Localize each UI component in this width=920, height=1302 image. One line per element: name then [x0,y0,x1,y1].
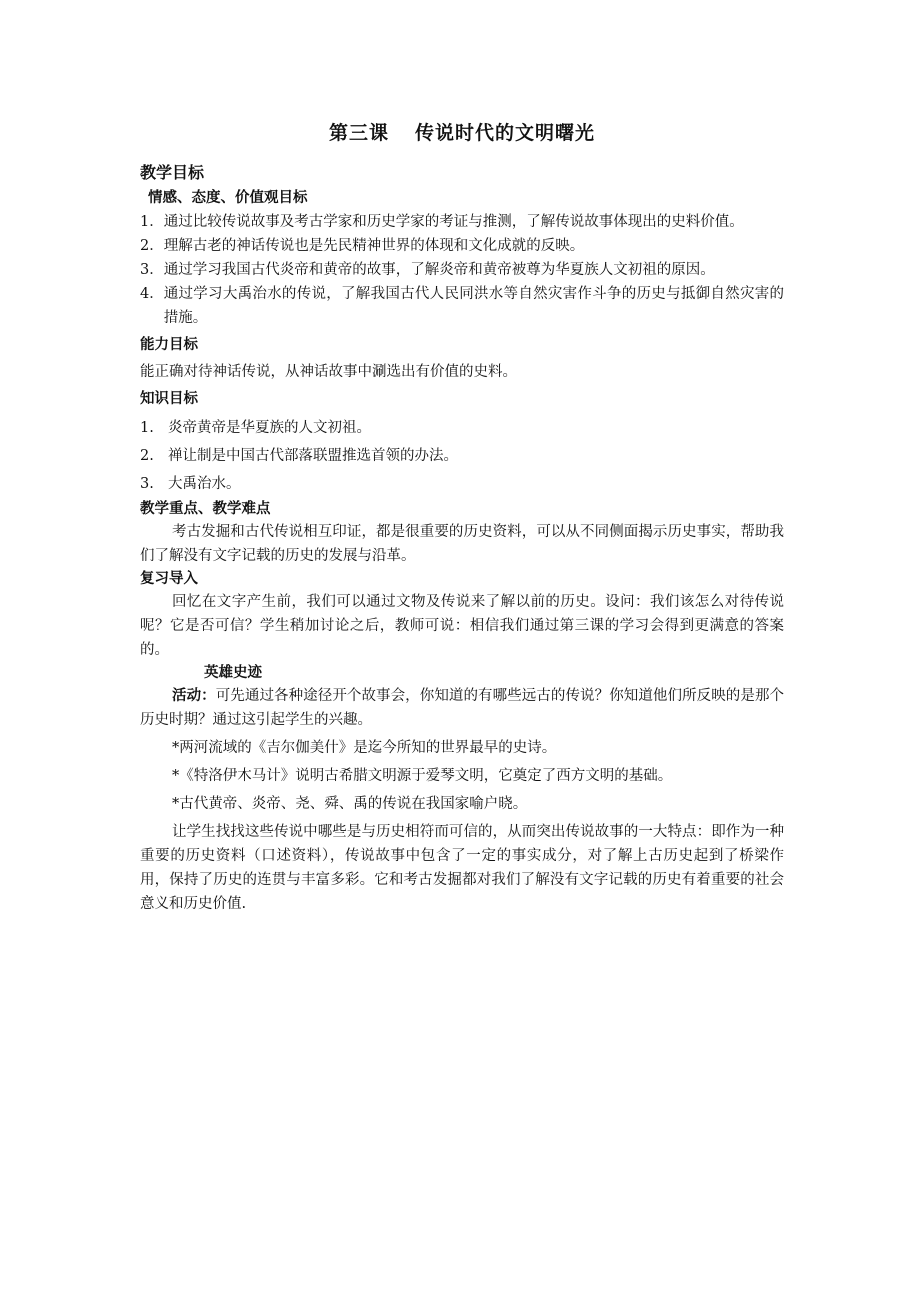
activity-paragraph [140,684,784,732]
document-page [140,118,784,916]
lesson-number: 第三课 [328,122,389,144]
bullet-item: *《特洛伊木马计》说明古希腊文明源于爱琴文明，它奠定了西方文明的基础。 [172,768,673,784]
knowledge-goals-list [140,414,784,498]
conclusion-text: 让学生找找这些传说中哪些是与历史相符而可信的，从而突出传说故事的一大特点：即作为一种重要的历史资料（口述资料），传说故事中包含了一定的事实成分，对了解上古历史起到了桥梁作用，保持了历史的连贯与丰富多彩。它和考古发掘都对我们了解没有文字记载的历史有着重要的社会意义和历史价值. [140,824,784,912]
knowledge-goals-heading: 知识目标 [140,391,198,407]
key-points-heading: 教学重点、教学难点 [140,501,271,517]
emotion-goals-heading: 情感、态度、价值观目标 [148,190,308,206]
key-points-text: 考古发掘和古代传说相互印证，都是很重要的历史资料，可以从不同侧面揭示历史事实，帮助我们了解没有文字记载的历史的发展与沿革。 [140,524,784,564]
teaching-goals-heading: 教学目标 [140,163,205,182]
review-heading: 复习导入 [140,571,198,587]
list-item: 4． 通过学习大禹治水的传说，了解我国古代人民同洪水等自然灾害作斗争的历史与抵御自然灾害的措施。 [140,286,784,326]
list-item: 3. 大禹治水。 [140,476,241,492]
list-item: 3． 通过学习我国古代炎帝和黄帝的故事，了解炎帝和黄帝被尊为华夏族人文初祖的原因。 [140,262,715,278]
ability-goals-heading: 能力目标 [140,337,198,353]
activity-label: 活动： [172,688,216,704]
list-item: 1. 炎帝黄帝是华夏族的人文初祖。 [140,420,371,436]
list-item: 2. 禅让制是中国古代部落联盟推选首领的办法。 [140,448,458,464]
lesson-name: 传说时代的文明曙光 [415,122,596,144]
emotion-goals-list [140,210,784,330]
page-title [140,118,784,148]
bullet-item: *古代黄帝、炎帝、尧、舜、禹的传说在我国家喻户晓。 [172,796,528,812]
bullet-item: *两河流域的《吉尔伽美什》是迄今所知的世界最早的史诗。 [172,740,557,756]
review-text: 回忆在文字产生前，我们可以通过文物及传说来了解以前的历史。设问：我们该怎么对待传说呢？它是否可信？学生稍加讨论之后，教师可说：相信我们通过第三课的学习会得到更满意的答案的。 [140,594,784,658]
heroes-heading: 英雄史迹 [204,665,262,681]
activity-text: 可先通过各种途径开个故事会，你知道的有哪些远古的传说？你知道他们所反映的是那个历史时期？通过这引起学生的兴趣。 [140,688,785,728]
ability-goals-text: 能正确对待神话传说，从神话故事中涮选出有价值的史料。 [140,364,517,380]
list-item: 1． 通过比较传说故事及考古学家和历史学家的考证与推测，了解传说故事体现出的史料价值。 [140,214,744,230]
list-item: 2． 理解古老的神话传说也是先民精神世界的体现和文化成就的反映。 [140,238,585,254]
